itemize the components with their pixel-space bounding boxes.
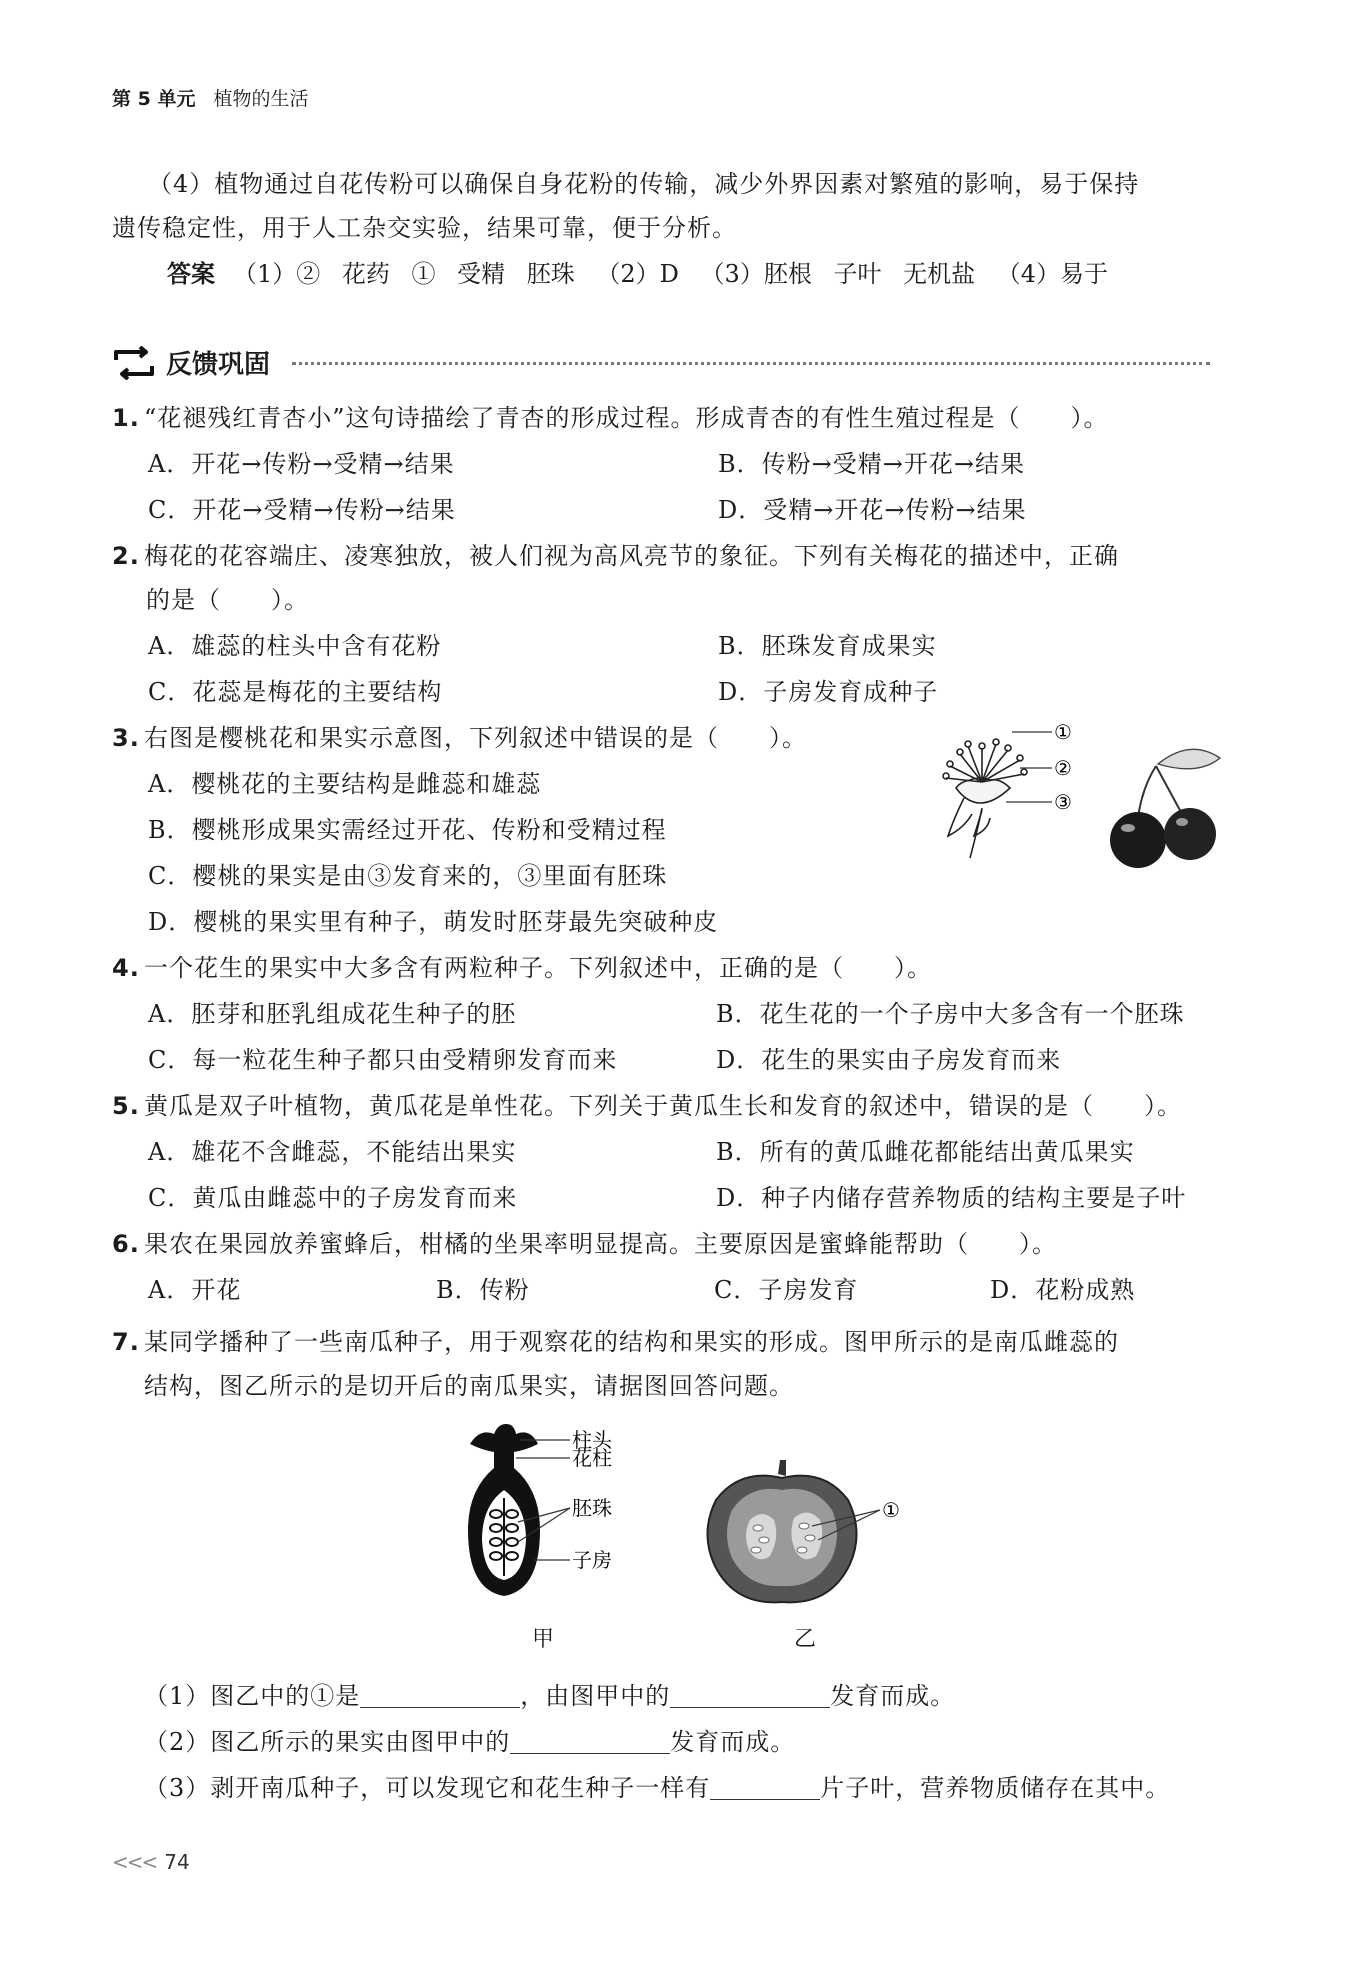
pistil-label-stigma: 柱头	[572, 1428, 612, 1452]
refresh-feedback-icon	[112, 346, 156, 380]
cherry-label-1: ①	[1054, 720, 1072, 744]
option-a: A．开花	[148, 1276, 242, 1304]
option-b: B．胚珠发育成果实	[718, 632, 937, 660]
pistil-label-style: 花柱	[572, 1446, 612, 1470]
option-a: A．樱桃花的主要结构是雌蕊和雄蕊	[148, 770, 542, 798]
answer-line	[167, 254, 1108, 289]
question-number: 7.	[112, 1328, 140, 1356]
option-a: A．雄蕊的柱头中含有花粉	[148, 632, 442, 660]
option-d: D．受精→开花→传粉→结果	[718, 496, 1027, 524]
question-number: 3.	[112, 724, 140, 752]
pistil-figure	[460, 1420, 630, 1610]
question-number: 6.	[112, 1230, 140, 1258]
subquestion-text: 片子叶，营养物质储存在其中。	[820, 1774, 1171, 1802]
pumpkin-drawing	[707, 1460, 856, 1602]
question-stem-cont: 的是（ ）。	[146, 586, 309, 614]
section-divider	[292, 362, 1210, 365]
cherry-figure	[920, 718, 1240, 868]
question-stem: 某同学播种了一些南瓜种子，用于观察花的结构和果实的形成。图甲所示的是南瓜雌蕊的	[144, 1328, 1119, 1356]
option-a: A．开花→传粉→受精→结果	[148, 450, 455, 478]
option-c: C．樱桃的果实是由③发育来的，③里面有胚珠	[148, 862, 668, 890]
option-c: C．开花→受精→传粉→结果	[148, 496, 456, 524]
question-number: 1.	[112, 404, 140, 432]
page-number: 74	[164, 1850, 190, 1874]
question-stem: 黄瓜是双子叶植物，黄瓜花是单性花。下列关于黄瓜生长和发育的叙述中，错误的是（ ）。	[144, 1092, 1182, 1120]
caption-jia: 甲	[532, 1627, 555, 1652]
section-title-text: 反馈巩固	[166, 350, 271, 380]
option-c: C．每一粒花生种子都只由受精卵发育而来	[148, 1046, 618, 1074]
pistil-label-ovary: 子房	[572, 1548, 612, 1572]
option-b: B．花生花的一个子房中大多含有一个胚珠	[716, 1000, 1185, 1028]
pistil-label-ovule: 胚珠	[572, 1496, 612, 1520]
question-4	[112, 948, 932, 983]
question-stem: 右图是樱桃花和果实示意图，下列叙述中错误的是（ ）。	[144, 724, 807, 752]
option-d: D．子房发育成种子	[718, 678, 939, 706]
option-b: B．樱桃形成果实需经过开花、传粉和受精过程	[148, 816, 667, 844]
pumpkin-label-1: ①	[882, 1498, 900, 1522]
option-c: C．花蕊是梅花的主要结构	[148, 678, 443, 706]
subquestion-2	[144, 1722, 795, 1757]
question-number: 4.	[112, 954, 140, 982]
option-b: B．所有的黄瓜雌花都能结出黄瓜果实	[716, 1138, 1135, 1166]
question-stem: “花褪残红青杏小”这句诗描绘了青杏的形成过程。形成青杏的有性生殖过程是（ ）。	[144, 404, 1109, 432]
question-1	[112, 398, 1109, 433]
intro-line-1: （4）植物通过自花传粉可以确保自身花粉的传输，减少外界因素对繁殖的影响，易于保持	[148, 170, 1140, 198]
cherry-fruit-drawing	[1110, 749, 1220, 868]
question-stem: 梅花的花容端庄、凌寒独放，被人们视为高风亮节的象征。下列有关梅花的描述中，正确	[144, 542, 1119, 570]
question-stem: 一个花生的果实中大多含有两粒种子。下列叙述中，正确的是（ ）。	[144, 954, 932, 982]
cherry-label-2: ②	[1054, 756, 1072, 780]
answer-label: 答案	[167, 260, 215, 288]
answer-blank[interactable]	[360, 1681, 520, 1708]
page-footer	[112, 1850, 190, 1874]
subquestion-text: ，由图甲中的	[520, 1682, 671, 1710]
question-number: 5.	[112, 1092, 140, 1120]
subquestion-text: （2）图乙所示的果实由图甲中的	[144, 1728, 511, 1756]
section-label: 植物的生活	[213, 88, 309, 110]
option-a: A．胚芽和胚乳组成花生种子的胚	[148, 1000, 517, 1028]
option-c: C．子房发育	[714, 1276, 859, 1304]
subquestion-3	[144, 1768, 1170, 1803]
option-d: D．花生的果实由子房发育而来	[716, 1046, 1062, 1074]
question-6	[112, 1224, 1057, 1259]
answer-blank[interactable]	[510, 1727, 670, 1754]
subquestion-text: （3）剥开南瓜种子，可以发现它和花生种子一样有	[144, 1774, 711, 1802]
subquestion-1	[144, 1676, 955, 1711]
answer-blank[interactable]	[670, 1681, 830, 1708]
option-a: A．雄花不含雌蕊，不能结出果实	[148, 1138, 517, 1166]
subquestion-text: 发育而成。	[830, 1682, 956, 1710]
cherry-label-3: ③	[1054, 790, 1072, 814]
pumpkin-figure	[700, 1460, 920, 1610]
intro-line-2: 遗传稳定性，用于人工杂交实验，结果可靠，便于分析。	[112, 214, 737, 242]
question-2	[112, 536, 1119, 571]
question-5	[112, 1086, 1182, 1121]
option-d: D．樱桃的果实里有种子，萌发时胚芽最先突破种皮	[148, 908, 719, 936]
question-stem: 果农在果园放养蜜蜂后，柑橘的坐果率明显提高。主要原因是蜜蜂能帮助（ ）。	[144, 1230, 1057, 1258]
chevron-left-icon: <<<	[112, 1850, 157, 1874]
page-header	[112, 84, 308, 111]
subquestion-text: （1）图乙中的①是	[144, 1682, 361, 1710]
caption-yi: 乙	[794, 1627, 817, 1652]
option-b: B．传粉→受精→开花→结果	[718, 450, 1025, 478]
option-b: B．传粉	[436, 1276, 530, 1304]
pistil-drawing	[468, 1424, 540, 1596]
question-7	[112, 1322, 1119, 1357]
cherry-flower-drawing	[943, 739, 1027, 858]
answer-blank[interactable]	[710, 1773, 820, 1800]
unit-label: 第 5 单元	[112, 88, 196, 110]
section-title	[112, 344, 270, 381]
question-number: 2.	[112, 542, 140, 570]
subquestion-text: 发育而成。	[670, 1728, 796, 1756]
question-stem-cont: 结构，图乙所示的是切开后的南瓜果实，请据图回答问题。	[144, 1372, 794, 1400]
question-3	[112, 718, 807, 753]
option-c: C．黄瓜由雌蕊中的子房发育而来	[148, 1184, 518, 1212]
answer-text: （1）② 花药 ① 受精 胚珠 （2）D （3）胚根 子叶 无机盐 （4）易于	[233, 260, 1108, 288]
option-d: D．种子内储存营养物质的结构主要是子叶	[716, 1184, 1187, 1212]
option-d: D．花粉成熟	[990, 1276, 1136, 1304]
